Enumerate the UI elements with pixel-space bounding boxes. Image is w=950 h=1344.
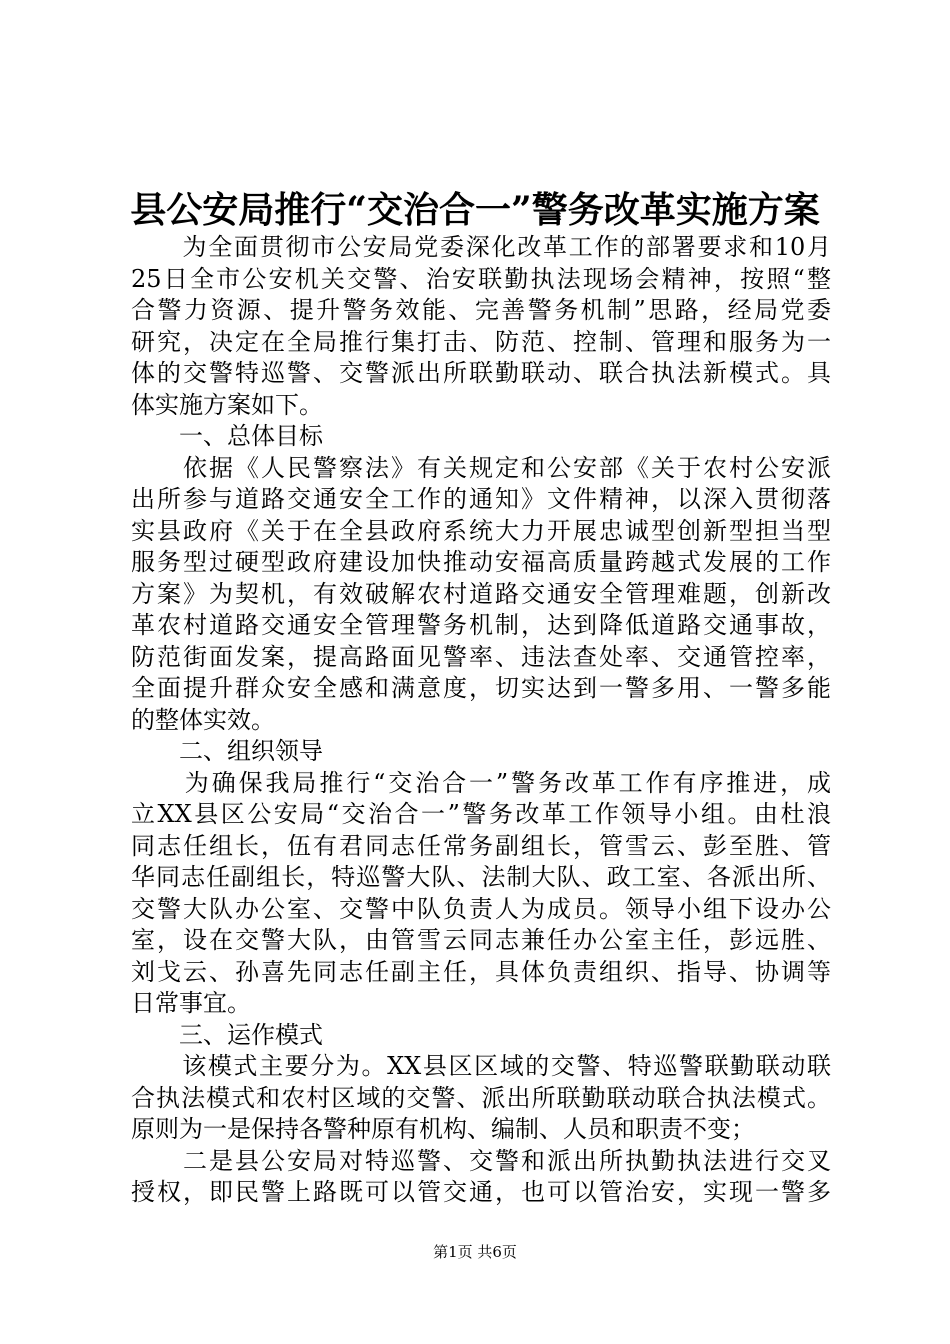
text-line: 出所参与道路交通安全工作的通知》文件精神，以深入贯彻落 xyxy=(131,485,831,513)
text-line: 同志任组长，伍有君同志任常务副组长，管雪云、彭至胜、管 xyxy=(131,831,831,860)
text-line: 为全面贯彻市公安局党委深化改革工作的部署要求和10月 xyxy=(131,233,831,261)
text-line: 革农村道路交通安全管理警务机制，达到降低道路交通事故， xyxy=(131,611,831,639)
text-line: 体实施方案如下。 xyxy=(131,390,323,419)
text-line: 方案》为契机，有效破解农村道路交通安全管理难题，创新改 xyxy=(131,579,831,608)
text-line: 华同志任副组长，特巡警大队、法制大队、政工室、各派出所、 xyxy=(131,863,831,891)
text-line: 原则为一是保持各警种原有机构、编制、人员和职责不变； xyxy=(131,1115,755,1143)
text-line: 授权，即民警上路既可以管交通，也可以管治安，实现一警多 xyxy=(131,1178,831,1206)
text-line: 的整体实效。 xyxy=(131,705,275,734)
text-line: 防范街面发案，提高路面见警率、违法查处率、交通管控率， xyxy=(131,642,831,671)
text-line: 为确保我局推行“交治合一”警务改革工作有序推进，成 xyxy=(131,768,831,797)
page-footer: 第1页 共6页 xyxy=(433,1243,517,1261)
text-line: 依据《人民警察法》有关规定和公安部《关于农村公安派 xyxy=(131,453,831,482)
text-line: 立XX县区公安局“交治合一”警务改革工作领导小组。由杜浪 xyxy=(131,800,831,828)
text-line: 研究，决定在全局推行集打击、防范、控制、管理和服务为一 xyxy=(131,327,831,356)
text-line: 二、组织领导 xyxy=(131,737,323,765)
text-line: 一、总体目标 xyxy=(131,422,323,450)
text-line: 合执法模式和农村区域的交警、派出所联勤联动联合执法模式。 xyxy=(131,1083,831,1112)
text-line: 三、运作模式 xyxy=(131,1020,323,1049)
text-line: 25日全市公安机关交警、治安联勤执法现场会精神，按照“整 xyxy=(131,264,831,293)
document-body xyxy=(131,232,831,1209)
document-title: 县公安局推行“交治合一”警务改革实施方案 xyxy=(130,189,820,231)
text-line: 该模式主要分为。XX县区区域的交警、特巡警联勤联动联 xyxy=(131,1052,831,1080)
text-line: 体的交警特巡警、交警派出所联勤联动、联合执法新模式。具 xyxy=(131,359,831,387)
text-line: 实县政府《关于在全县政府系统大力开展忠诚型创新型担当型 xyxy=(131,516,831,545)
text-line: 二是县公安局对特巡警、交警和派出所执勤执法进行交叉 xyxy=(131,1146,831,1175)
text-line: 服务型过硬型政府建设加快推动安福高质量跨越式发展的工作 xyxy=(131,548,831,576)
text-line: 室，设在交警大队，由管雪云同志兼任办公室主任，彭远胜、 xyxy=(131,926,831,954)
text-line: 全面提升群众安全感和满意度，切实达到一警多用、一警多能 xyxy=(131,674,831,702)
text-line: 刘戈云、孙喜先同志任副主任，具体负责组织、指导、协调等 xyxy=(131,957,831,986)
text-line: 交警大队办公室、交警中队负责人为成员。领导小组下设办公 xyxy=(131,894,831,923)
text-line: 日常事宜。 xyxy=(131,989,251,1017)
text-line: 合警力资源、提升警务效能、完善警务机制”思路，经局党委 xyxy=(131,296,831,324)
